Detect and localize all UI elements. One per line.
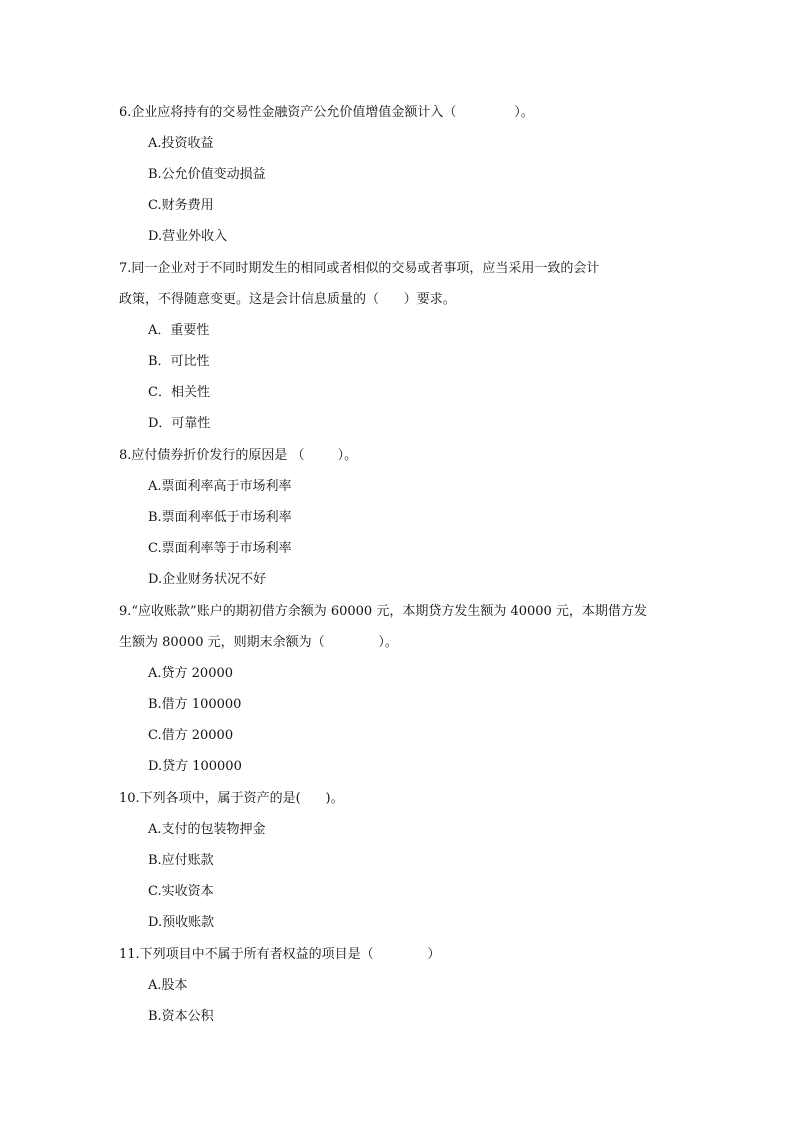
question-7-option-a: A．重要性: [148, 323, 210, 338]
question-6-option-b: B.公允价值变动损益: [148, 167, 266, 182]
question-11-option-b: B.资本公积: [148, 1009, 214, 1024]
question-10-option-c: C.实收资本: [148, 884, 214, 899]
question-7-text-line-1: 7.同一企业对于不同时期发生的相同或者相似的交易或者事项，应当采用一致的会计: [119, 261, 600, 276]
question-8-option-c: C.票面利率等于市场利率: [148, 541, 292, 556]
question-8-option-a: A.票面利率高于市场利率: [148, 479, 292, 494]
question-9-option-b: B.借方 100000: [148, 697, 242, 712]
question-9-option-a: A.贷方 20000: [148, 666, 234, 681]
question-9-option-c: C.借方 20000: [148, 728, 234, 743]
question-11-text: 11.下列项目中不属于所有者权益的项目是（ ）: [119, 947, 441, 962]
question-8-text: 8.应付债券折价发行的原因是 （ ）。: [119, 448, 358, 463]
question-7-option-d: D．可靠性: [148, 416, 211, 431]
question-9-text-line-1: 9.“应收账款”账户的期初借方余额为 60000 元，本期贷方发生额为 40000 元，本期借方发: [119, 604, 647, 619]
question-6-option-a: A.投资收益: [148, 136, 214, 151]
question-9-option-d: D.贷方 100000: [148, 759, 242, 774]
question-10-option-b: B.应付账款: [148, 853, 214, 868]
question-7-option-c: C．相关性: [148, 385, 210, 400]
question-10-option-d: D.预收账款: [148, 915, 215, 930]
question-6-option-c: C.财务费用: [148, 198, 214, 213]
question-8-option-b: B.票面利率低于市场利率: [148, 510, 292, 525]
question-10-text: 10.下列各项中，属于资产的是( )。: [119, 791, 344, 806]
question-8-option-d: D.企业财务状况不好: [148, 572, 267, 587]
question-7-option-b: B．可比性: [148, 354, 210, 369]
question-10-option-a: A.支付的包装物押金: [148, 822, 266, 837]
question-6-option-d: D.营业外收入: [148, 229, 228, 244]
question-7-text-line-2: 政策，不得随意变更。这是会计信息质量的（ ）要求。: [119, 292, 456, 307]
question-11-option-a: A.股本: [148, 978, 188, 993]
question-6-text: 6.企业应将持有的交易性金融资产公允价值增值金额计入（ ）。: [119, 105, 534, 120]
question-9-text-line-2: 生额为 80000 元，则期末余额为（ ）。: [119, 635, 398, 650]
